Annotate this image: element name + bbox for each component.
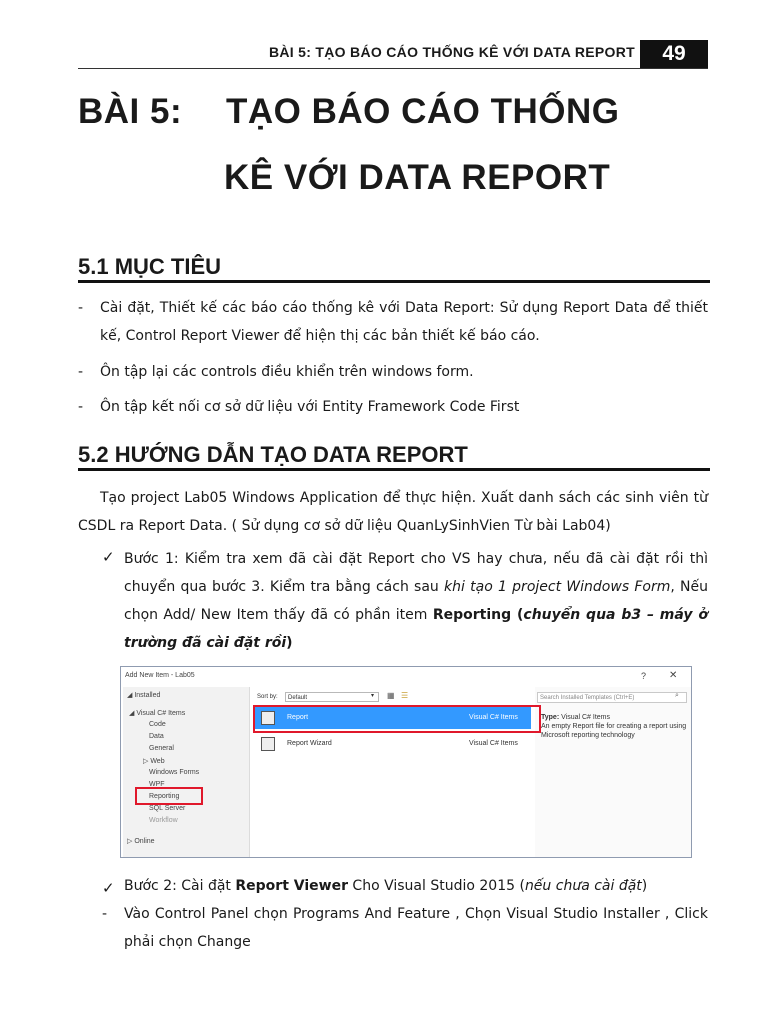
sort-select[interactable]: Default	[285, 692, 379, 702]
template-item-report-wizard[interactable]	[255, 733, 531, 755]
dialog-titlebar	[121, 667, 691, 687]
bullet-dash: -	[102, 906, 108, 922]
search-icon[interactable]: ⌕	[675, 692, 679, 699]
type-description: An empty Report file for creating a report using Microsoft reporting technology	[541, 723, 687, 739]
step1-paragraph	[124, 545, 708, 657]
type-value: Visual C# Items	[561, 714, 610, 721]
step2-text: Bước 2: Cài đặt	[124, 878, 236, 894]
dialog-title: Add New Item - Lab05	[125, 672, 195, 679]
report-highlight-box	[253, 705, 541, 733]
bullet-dash: -	[78, 364, 84, 380]
step1-bold-end: )	[286, 635, 293, 651]
header-rule	[78, 68, 708, 69]
template-name: Report Wizard	[287, 740, 332, 747]
template-category: Visual C# Items	[469, 714, 518, 721]
tree-node[interactable]: General	[149, 745, 174, 752]
bullet-dash: -	[78, 399, 84, 415]
template-name: Report	[287, 714, 309, 721]
tree-node[interactable]: Data	[149, 733, 164, 740]
step1-text-b: , Nếu chọn Add/ New Item thấy đã có phần item	[124, 579, 709, 623]
tree-node[interactable]: Code	[149, 721, 166, 728]
chapter-title-line2: KÊ VỚI DATA REPORT	[224, 158, 611, 197]
close-icon[interactable]: ✕	[669, 670, 678, 681]
step1-bold-italic: chuyển qua b3 – máy ở trường đã cài đặt rồi	[124, 607, 708, 651]
objective-item: Ôn tập kết nối cơ sở dữ liệu với Entity Framework Code First	[100, 399, 520, 415]
tree-node[interactable]: WPF	[149, 781, 165, 788]
running-header-title: BÀI 5: TẠO BÁO CÁO THỐNG KÊ VỚI DATA REPORT	[268, 44, 635, 60]
reporting-highlight-box	[135, 787, 203, 805]
page-number: 49	[640, 40, 708, 68]
section-rule	[78, 468, 710, 471]
dropdown-arrow-icon: ▾	[371, 693, 375, 699]
list-view-icon[interactable]: ☰	[401, 691, 409, 700]
search-templates-input[interactable]: Search Installed Templates (Ctrl+E)	[537, 692, 687, 703]
tree-node[interactable]: ◢ Visual C# Items	[129, 710, 186, 717]
small-icons-view-icon[interactable]: ▦	[387, 691, 395, 700]
step2-detail: Vào Control Panel chọn Programs And Feature , Chọn Visual Studio Installer , Click phải chọn Change	[124, 906, 708, 950]
section-heading-objectives: 5.1 MỤC TIÊU	[78, 254, 222, 279]
tree-node[interactable]: Windows Forms	[149, 769, 200, 776]
chapter-prefix: BÀI 5:	[78, 92, 183, 131]
sort-label: Sort by:	[257, 694, 278, 700]
chapter-title-line1: TẠO BÁO CÁO THỐNG	[226, 92, 620, 131]
template-description	[541, 713, 687, 740]
step2-text-b: Cho Visual Studio 2015 (	[347, 878, 525, 894]
tree-node[interactable]: SQL Server	[149, 805, 186, 812]
step2-italic: nếu chưa cài đặt	[524, 878, 642, 894]
tree-installed[interactable]: ◢ Installed	[127, 692, 161, 699]
intro-paragraph: Tạo project Lab05 Windows Application để thực hiện. Xuất danh sách các sinh viên từ CSDL ra Report Data. ( Sử dụng cơ sở dữ liệu QuanLySinhVien Từ bài Lab04)	[78, 490, 708, 534]
tree-online[interactable]: ▷ Online	[127, 838, 155, 845]
checkmark-icon: ✓	[102, 879, 115, 897]
bullet-dash: -	[78, 300, 84, 316]
type-label: Type:	[541, 714, 560, 721]
tree-node-reporting[interactable]: Reporting	[149, 793, 180, 800]
step2-bold: Report Viewer	[235, 878, 348, 894]
template-category: Visual C# Items	[469, 740, 518, 747]
report-wizard-icon	[261, 737, 275, 751]
section-heading-guide: 5.2 HƯỚNG DẪN TẠO DATA REPORT	[78, 442, 468, 467]
add-new-item-dialog-screenshot	[120, 666, 692, 858]
step2-text-c: )	[641, 878, 648, 894]
tree-node[interactable]: Workflow	[149, 817, 178, 824]
help-icon[interactable]: ?	[641, 671, 647, 681]
section-rule	[78, 280, 710, 283]
step1-bold: Reporting (	[432, 607, 524, 623]
tree-node[interactable]: ▷ Web	[143, 758, 165, 765]
checkmark-icon: ✓	[102, 548, 115, 566]
objective-item: Cài đặt, Thiết kế các báo cáo thống kê với Data Report: Sử dụng Report Data để thiết kế, Control Report Viewer để hiện thị các bản thiết kế báo cáo.	[100, 300, 708, 344]
step1-text: Bước 1: Kiểm tra xem đã cài đặt Report cho VS hay chưa, nếu đã cài đặt rồi thì chuyển qua bước 3. Kiểm tra bằng cách sau	[124, 551, 708, 595]
objective-item: Ôn tập lại các controls điều khiển trên windows form.	[100, 364, 474, 380]
template-tree	[123, 687, 250, 857]
step1-italic: khi tạo 1 project Windows Form	[444, 579, 671, 595]
step2-paragraph	[124, 872, 708, 900]
